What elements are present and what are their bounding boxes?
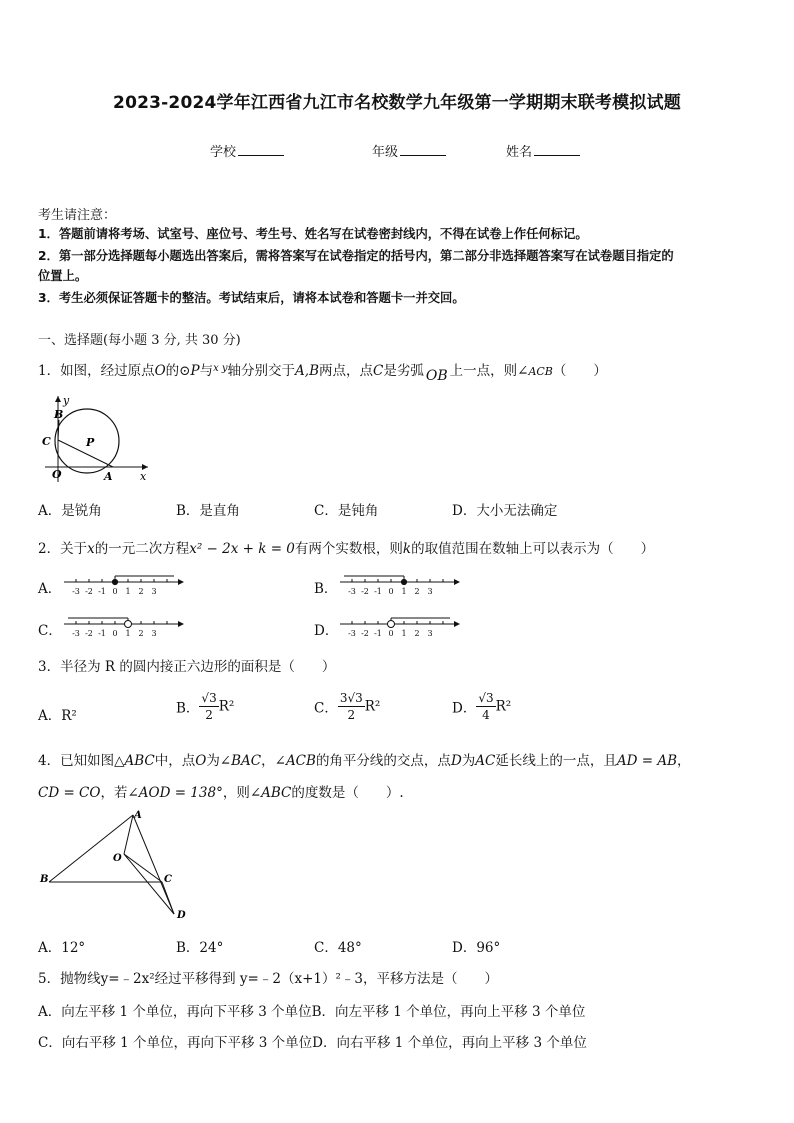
tick-label: 1 xyxy=(125,629,131,638)
axis-arrow-icon xyxy=(178,621,184,627)
q2-label-c[interactable]: C． xyxy=(38,623,62,639)
tick-label: 3 xyxy=(427,587,433,596)
tick-label: -2 xyxy=(85,629,93,638)
tick-label: 2 xyxy=(138,587,144,596)
tick-label: 2 xyxy=(138,629,144,638)
q5-options-cd[interactable]: C．向右平移 1 个单位，再向下平移 3 个单位D．向右平移 1 个单位，再向上平移 3 个单位 xyxy=(38,1035,587,1051)
q1-option-c[interactable]: C．是钝角 xyxy=(314,503,379,519)
q1-figure xyxy=(38,392,153,484)
name-blank[interactable] xyxy=(534,144,580,156)
q4-segment-cd xyxy=(162,882,174,914)
q2-stem: 2．关于x的一元二次方程x² − 2x + k = 0有两个实数根，则k的取值范围在数轴上可以表示为（ ） xyxy=(38,541,655,557)
notice-item-3: 3．考生必须保证答题卡的整洁。考试结束后，请将本试卷和答题卡一并交回。 xyxy=(38,291,465,305)
notice-item-2: 2．第一部分选择题每小题选出答案后，需将答案写在试卷指定的括号内，第二部分非选择题答案写在试卷题目指定的 xyxy=(38,249,674,263)
q1-label-p: P xyxy=(86,436,95,449)
q4-segment-oc xyxy=(124,854,162,882)
tick-label: 0 xyxy=(388,629,394,638)
q4-figure xyxy=(38,808,198,926)
grade-field[interactable] xyxy=(372,141,446,160)
page-title: 2023-2024学年江西省九江市名校数学九年级第一学期期末联考模拟试题 xyxy=(113,93,681,113)
tick-label: -3 xyxy=(72,629,80,638)
q4-label-a: A xyxy=(134,810,142,821)
tick-label: 2 xyxy=(414,629,420,638)
q4-line-1: 4．已知如图△ABC中，点O为∠BAC，∠ACB的角平分线的交点，点D为AC延长线上的一点，且AD = AB， xyxy=(38,753,691,769)
q4-option-b[interactable]: B．24° xyxy=(176,940,224,956)
school-field[interactable] xyxy=(210,141,284,160)
notice-heading: 考生请注意： xyxy=(38,208,117,223)
q2-label-b[interactable]: B． xyxy=(314,581,338,597)
q1-y-arrow-icon xyxy=(55,396,61,402)
q4-segment-ba xyxy=(49,815,133,882)
q1-label-c: C xyxy=(42,435,51,448)
tick-label: 1 xyxy=(401,629,407,638)
section-heading: 一、选择题(每小题 3 分, 共 30 分) xyxy=(38,333,241,348)
q1-option-b[interactable]: B．是直角 xyxy=(176,503,240,519)
tick-label: 1 xyxy=(125,587,131,596)
tick-label: -1 xyxy=(374,587,382,596)
tick-label: -2 xyxy=(85,587,93,596)
q5-stem: 5．抛物线y=﹣2x²经过平移得到 y=﹣2（x+1）²﹣3，平移方法是（ ） xyxy=(38,971,498,987)
q4-option-a[interactable]: A．12° xyxy=(38,940,86,956)
axis-arrow-icon xyxy=(454,621,460,627)
tick-label: 1 xyxy=(401,587,407,596)
tick-label: 3 xyxy=(427,629,433,638)
tick-label: 0 xyxy=(112,629,118,638)
q1-stem: 1．如图，经过原点O的⊙P与$^{x y}$轴分别交于A,B两点，点C是劣弧 OB 上一点，则∠ACB（ ） xyxy=(38,363,607,384)
school-label: 学校 xyxy=(210,145,237,160)
tick-label: 0 xyxy=(112,587,118,596)
grade-blank[interactable] xyxy=(400,144,446,156)
q2-numberline-a[interactable] xyxy=(62,572,190,598)
q1-label-a: A xyxy=(104,470,113,483)
q3-option-b[interactable]: B． $\frac{√3}{2}$ R² xyxy=(176,691,235,722)
axis-arrow-icon xyxy=(178,579,184,585)
grade-label: 年级 xyxy=(372,145,399,160)
tick-label: -1 xyxy=(374,629,382,638)
q1-label-o: O xyxy=(52,468,62,481)
q1-option-a[interactable]: A．是锐角 xyxy=(38,503,102,519)
q4-label-d: D xyxy=(177,910,186,921)
q1-option-d[interactable]: D．大小无法确定 xyxy=(452,503,558,519)
tick-label: -3 xyxy=(348,587,356,596)
tick-label: -3 xyxy=(348,629,356,638)
tick-label: -3 xyxy=(72,587,80,596)
q4-segment-ad xyxy=(133,815,174,914)
open-point-icon xyxy=(388,621,395,628)
tick-label: -1 xyxy=(98,629,106,638)
q4-option-c[interactable]: C．48° xyxy=(314,940,362,956)
name-field[interactable] xyxy=(506,141,580,160)
q4-label-b: B xyxy=(40,874,49,885)
q4-line-2: CD = CO，若∠AOD = 138°，则∠ABC的度数是（ ）. xyxy=(38,785,404,801)
q2-label-d[interactable]: D． xyxy=(314,623,339,639)
q2-numberline-b[interactable] xyxy=(338,572,466,598)
notice-item-2-cont: 位置上。 xyxy=(38,269,88,283)
closed-point-icon xyxy=(112,579,117,584)
q5-options-ab[interactable]: A．向左平移 1 个单位，再向下平移 3 个单位B．向左平移 1 个单位，再向上平移 3 个单位 xyxy=(38,1004,586,1020)
tick-label: -1 xyxy=(98,587,106,596)
tick-label: 2 xyxy=(414,587,420,596)
q2-numberline-d[interactable] xyxy=(338,614,466,640)
q1-label-b: B xyxy=(54,408,64,421)
q3-option-c[interactable]: C． $\frac{3√3}{2}$ R² xyxy=(314,691,381,722)
q3-stem: 3．半径为 R 的圆内接正六边形的面积是（ ） xyxy=(38,659,336,675)
name-label: 姓名 xyxy=(506,145,533,160)
tick-label: 0 xyxy=(388,587,394,596)
q4-label-c: C xyxy=(164,874,172,885)
axis-arrow-icon xyxy=(454,579,460,585)
q4-option-d[interactable]: D．96° xyxy=(452,940,501,956)
q4-label-o: O xyxy=(113,853,122,864)
q1-label-y: y xyxy=(63,394,70,407)
q3-option-a[interactable]: A．R² xyxy=(38,708,77,724)
tick-label: -2 xyxy=(361,629,369,638)
tick-label: 3 xyxy=(151,629,157,638)
open-point-icon xyxy=(125,621,132,628)
closed-point-icon xyxy=(401,579,406,584)
tick-label: 3 xyxy=(151,587,157,596)
q3-option-d[interactable]: D． $\frac{√3}{4}$ R² xyxy=(452,691,512,722)
q2-numberline-c[interactable] xyxy=(62,614,190,640)
q1-label-x: x xyxy=(140,470,147,483)
q2-label-a[interactable]: A． xyxy=(38,581,62,597)
tick-label: -2 xyxy=(361,587,369,596)
school-blank[interactable] xyxy=(238,144,284,156)
notice-item-1: 1．答题前请将考场、试室号、座位号、考生号、姓名写在试卷密封线内，不得在试卷上作任何标记。 xyxy=(38,227,588,241)
